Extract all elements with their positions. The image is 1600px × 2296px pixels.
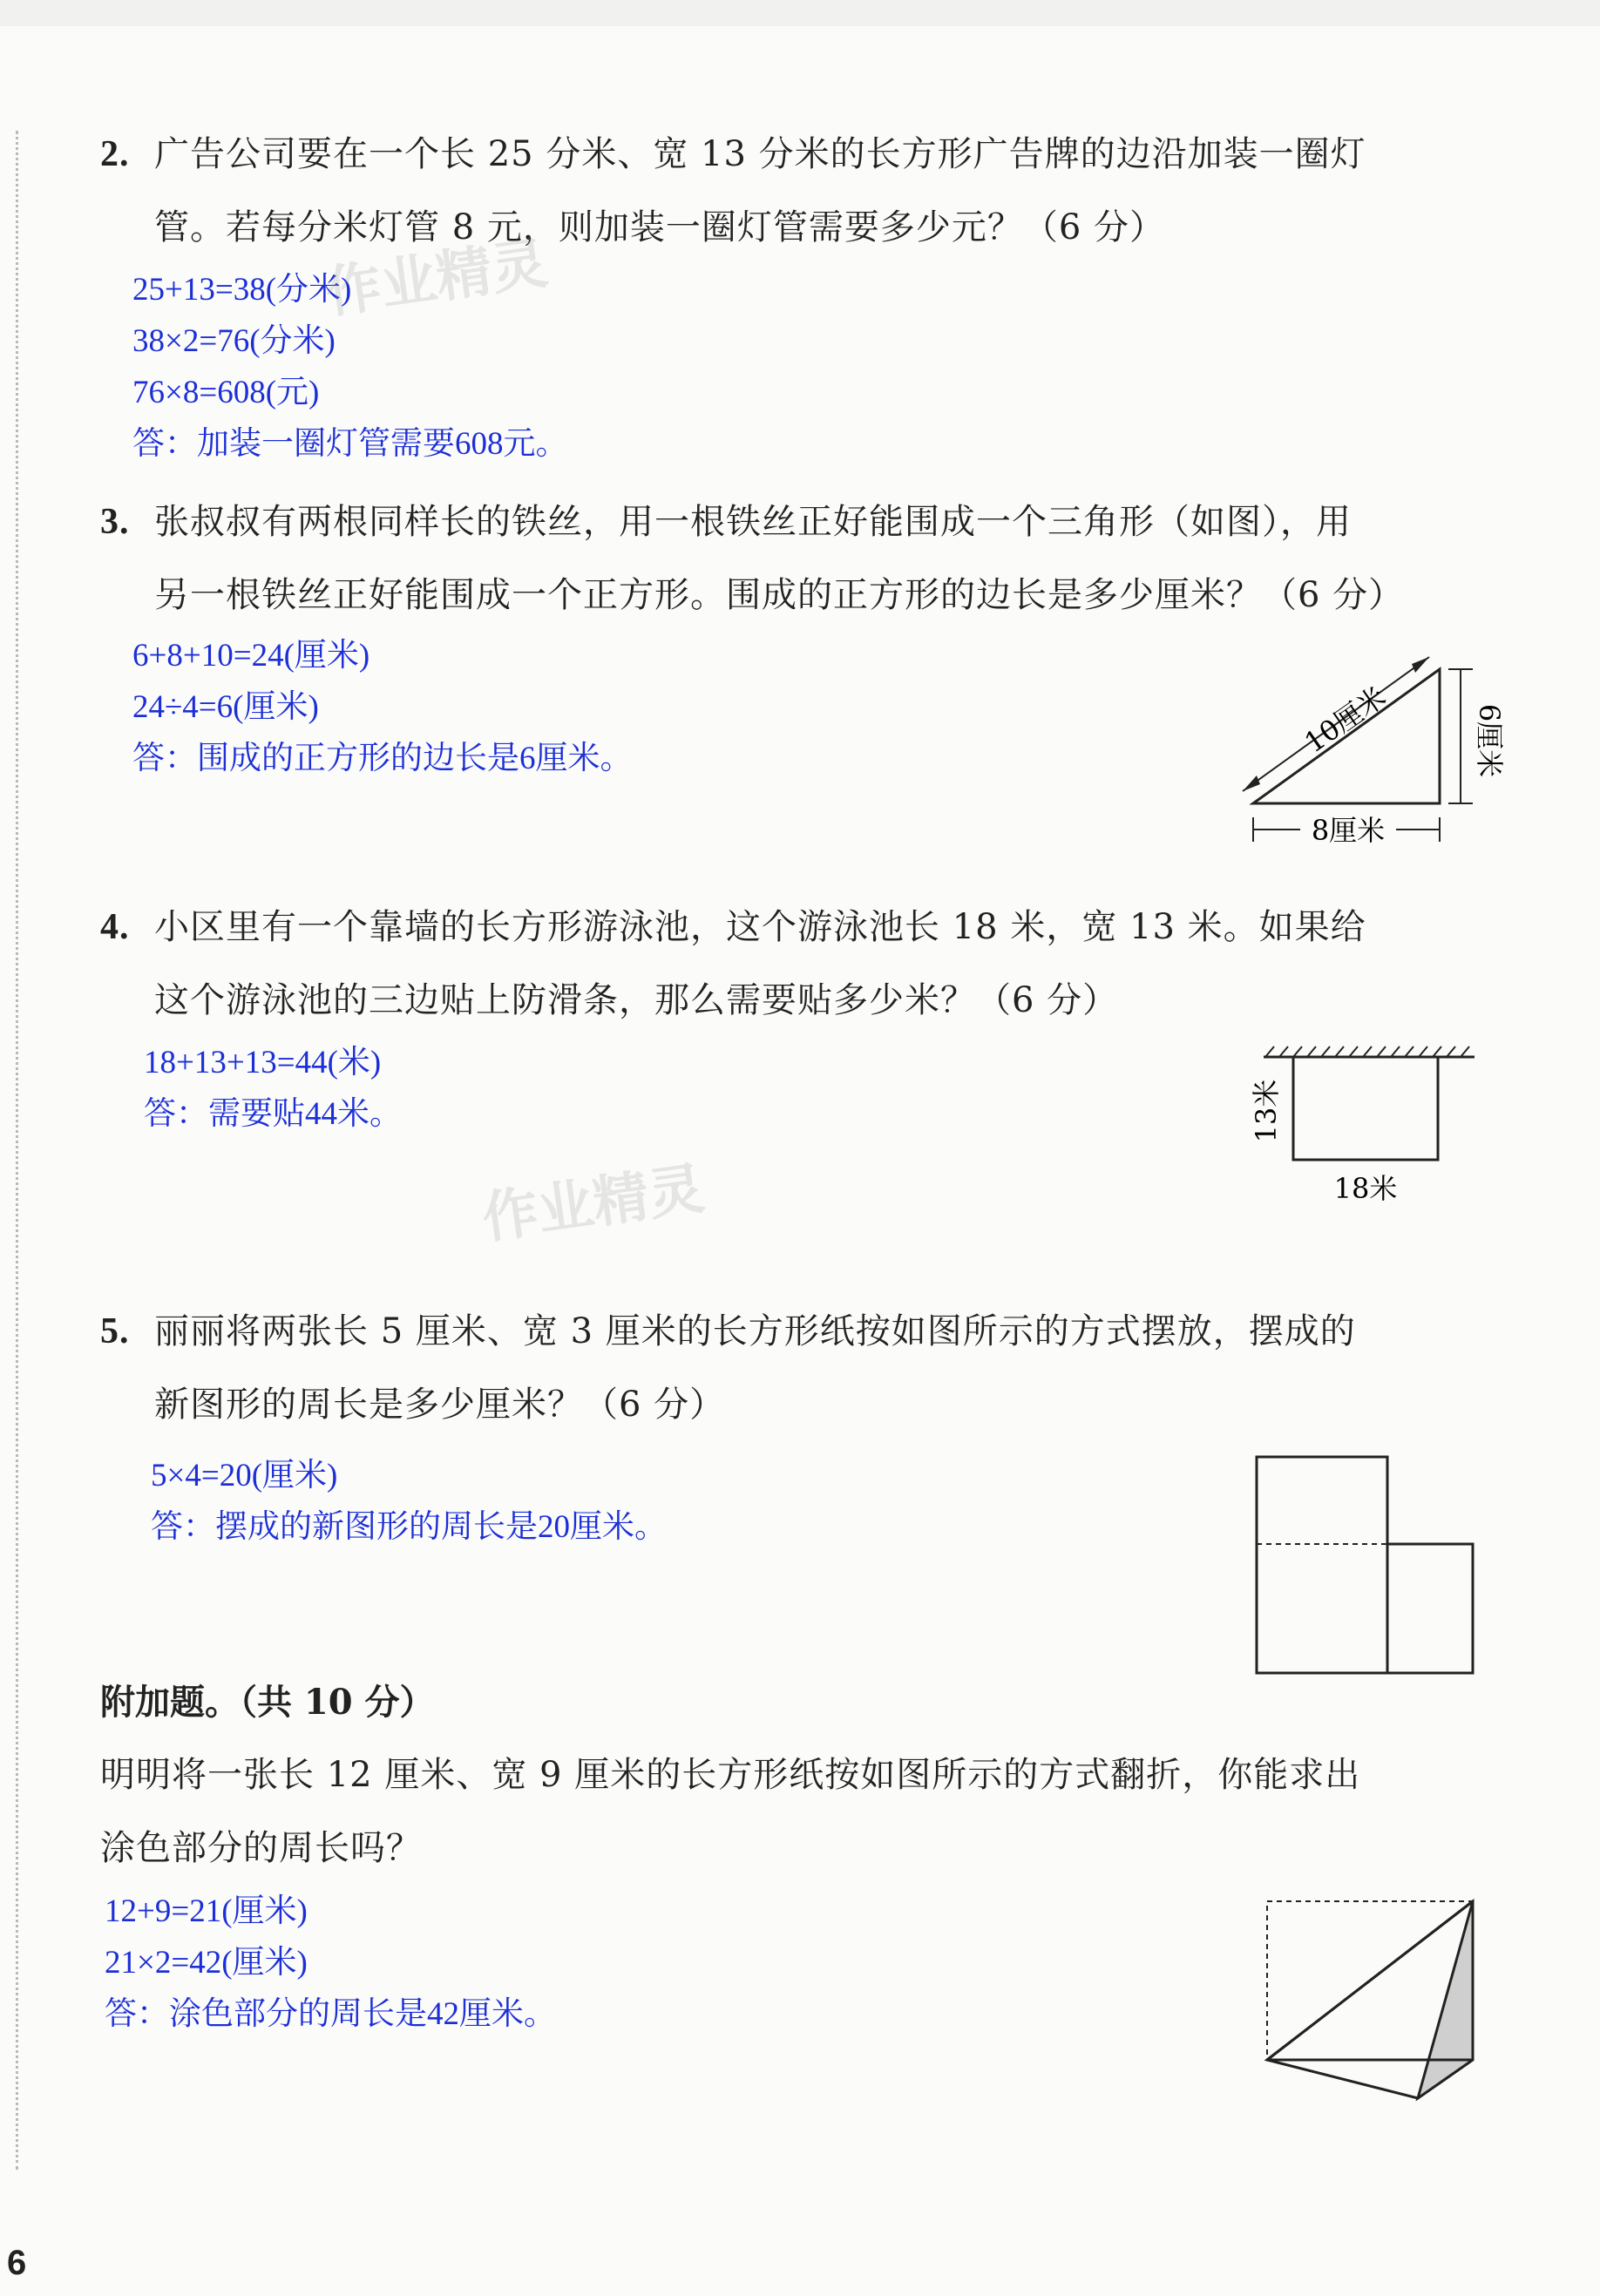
- bonus-title: 附加题。（共 10 分）: [100, 1682, 435, 1723]
- bonus-question: 明明将一张长 12 厘米、宽 9 厘米的长方形纸按如图所示的方式翻折，你能求出 涂色部分的周长吗？: [100, 1755, 1361, 1868]
- question-3-number: 3.: [100, 502, 130, 542]
- pool-rect: [1293, 1057, 1438, 1160]
- shaded-part: [1418, 1901, 1473, 2098]
- answer-5: 5×4=20(厘米) 答：摆成的新图形的周长是20厘米。: [151, 1458, 667, 1545]
- question-2-line-1: 2. 广告公司要在一个长 25 分米、宽 13 分米的长方形广告牌的边沿加装一圈灯: [100, 118, 1495, 191]
- question-3: [100, 485, 1495, 632]
- rectangle-side: [1387, 1544, 1473, 1673]
- pool-width-label: 13米: [1250, 1079, 1283, 1143]
- rectangle-tall: [1257, 1457, 1387, 1673]
- question-3-line-1: 3. 张叔叔有两根同样长的铁丝，用一根铁丝正好能围成一个三角形（如图），用: [100, 485, 1495, 559]
- question-4-line-1: 4. 小区里有一个靠墙的长方形游泳池，这个游泳池长 18 米，宽 13 米。如果给: [100, 891, 1495, 964]
- question-4-number: 4.: [100, 907, 130, 947]
- hyp-arrow-end: [1412, 657, 1429, 673]
- question-2-number: 2.: [100, 134, 130, 174]
- watermark-2: 作业精灵: [478, 1156, 708, 1252]
- wall-hatch: [1265, 1046, 1469, 1057]
- question-4: [100, 891, 1495, 1037]
- top-margin: [0, 0, 1600, 26]
- question-4-line-2: 这个游泳池的三边贴上防滑条，那么需要贴多少米？（6 分）: [154, 980, 1119, 1020]
- folded-paper-figure: [1255, 1891, 1499, 2117]
- question-5: [100, 1295, 1495, 1441]
- pool-figure: [1246, 1041, 1490, 1216]
- question-5-number: 5.: [100, 1311, 130, 1351]
- pool-length-label: 18米: [1333, 1172, 1398, 1205]
- triangle-figure: [1220, 645, 1506, 854]
- answer-4: 18+13+13=44(米) 答：需要贴44米。: [144, 1045, 402, 1132]
- watermark-1: 作业精灵: [321, 231, 552, 327]
- question-2-line-2: 管。若每分米灯管 8 元，则加装一圈灯管需要多少元？（6 分）: [154, 207, 1166, 247]
- two-rectangles-figure: [1246, 1446, 1490, 1682]
- triangle-base-label: 8厘米: [1311, 814, 1386, 847]
- binding-dotted-line: [16, 131, 18, 2170]
- answer-3: 6+8+10=24(厘米) 24÷4=6(厘米) 答：围成的正方形的边长是6厘米。: [132, 638, 633, 776]
- question-3-line-2: 另一根铁丝正好能围成一个正方形。围成的正方形的边长是多少厘米？（6 分）: [154, 575, 1405, 615]
- question-5-line-2: 新图形的周长是多少厘米？（6 分）: [154, 1385, 726, 1425]
- question-5-line-1: 5. 丽丽将两张长 5 厘米、宽 3 厘米的长方形纸按如图所示的方式摆放，摆成的: [100, 1295, 1495, 1368]
- answer-2: 25+13=38(分米) 38×2=76(分米) 76×8=608(元) 答：加装一圈灯管需要608元。: [132, 272, 568, 462]
- answer-bonus: 12+9=21(厘米) 21×2=42(厘米) 答：涂色部分的周长是42厘米。: [105, 1893, 556, 2032]
- triangle-hyp-label: 10厘米: [1298, 680, 1393, 760]
- page-number: 6: [7, 2244, 27, 2282]
- question-2: [100, 118, 1495, 264]
- triangle-side-label: 6厘米: [1473, 703, 1506, 778]
- hyp-arrow-start: [1243, 775, 1260, 791]
